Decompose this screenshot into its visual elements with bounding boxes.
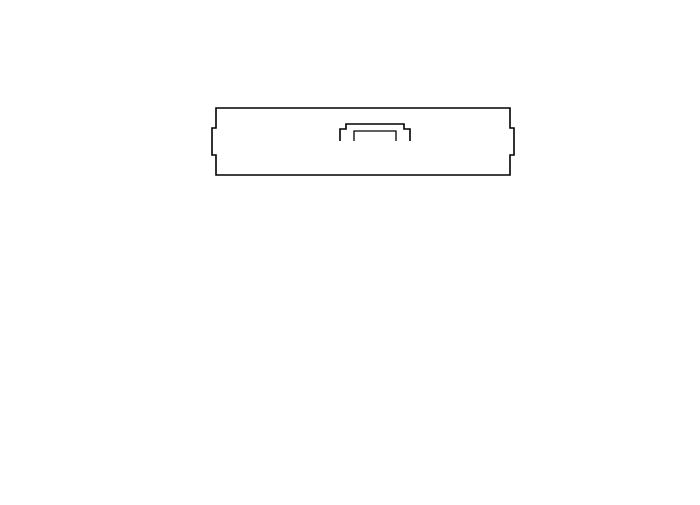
connector-housing [212,108,514,175]
lock-tab-inner [354,131,396,141]
connector-face-diagram [0,0,700,200]
lock-tab [340,124,410,141]
